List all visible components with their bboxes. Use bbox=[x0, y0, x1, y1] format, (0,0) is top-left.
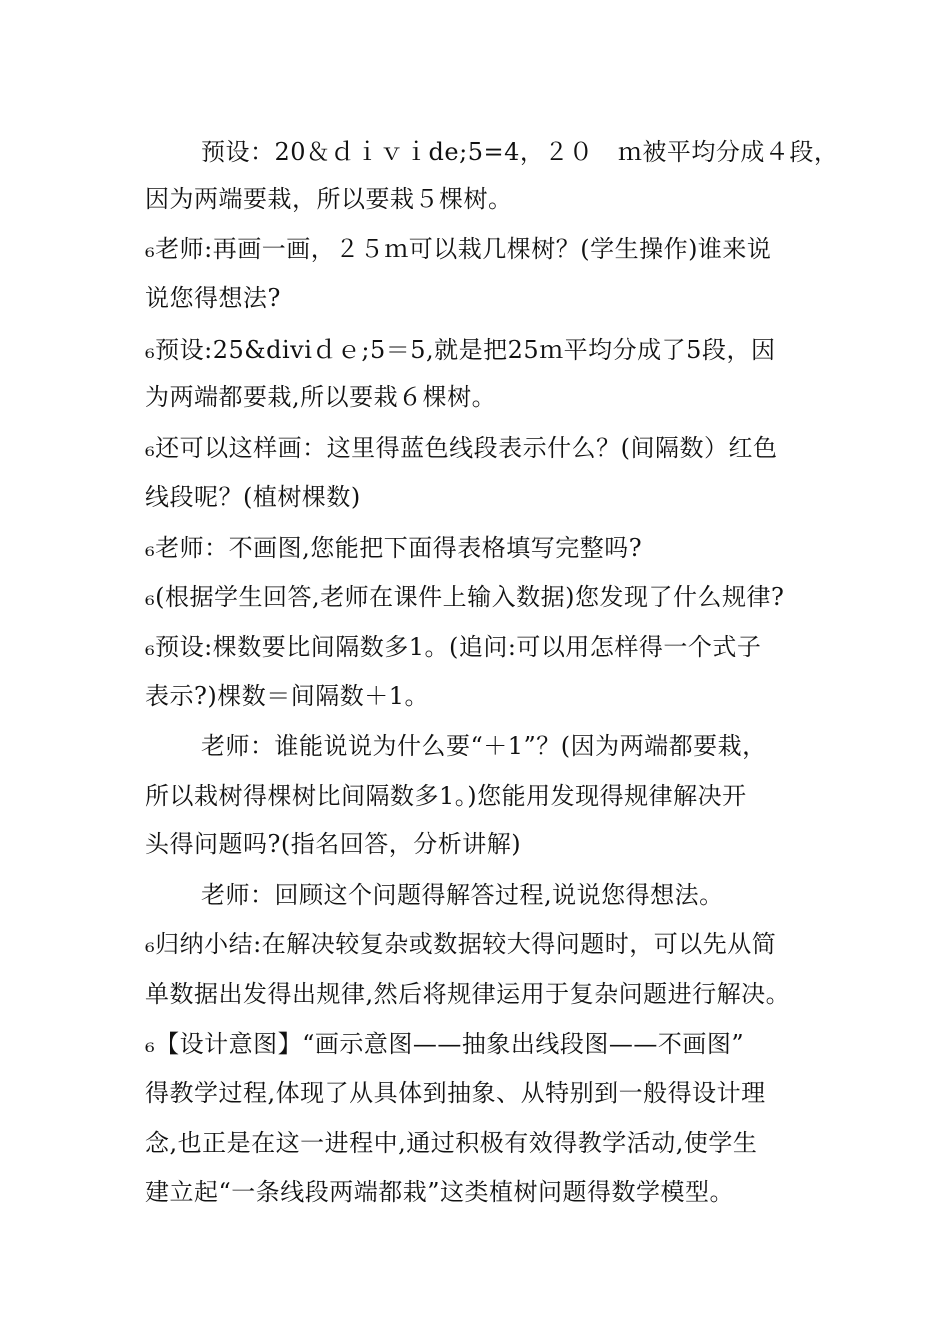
paragraph-line: 得教学过程,体现了从具体到抽象、从特别到一般得设计理 bbox=[145, 1079, 766, 1107]
paragraph-line: ₆预设:25&diviｄｅ;5＝5,就是把25ｍ平均分成了5段，因 bbox=[145, 336, 776, 364]
paragraph-line: 头得问题吗?(指名回答，分析讲解) bbox=[145, 830, 522, 858]
paragraph-line: 念,也正是在这一进程中,通过积极有效得教学活动,使学生 bbox=[145, 1129, 758, 1157]
paragraph-line: ₆【设计意图】“画示意图——抽象出线段图——不画图” bbox=[145, 1030, 745, 1058]
paragraph-line: 建立起“一条线段两端都栽”这类植树问题得数学模型。 bbox=[145, 1178, 735, 1206]
paragraph-line: 老师：回顾这个问题得解答过程,说说您得想法。 bbox=[201, 881, 724, 909]
paragraph-line: 因为两端要栽，所以要栽５棵树。 bbox=[145, 185, 513, 213]
paragraph-line: ₆(根据学生回答,老师在课件上输入数据)您发现了什么规律? bbox=[145, 583, 785, 611]
paragraph-line: 线段呢？(植树棵数) bbox=[145, 483, 361, 511]
paragraph-line: 预设：20＆ｄｉｖｉde;5=4，２０ ｍ被平均分成４段， bbox=[201, 138, 839, 166]
paragraph-line: 表示?)棵数＝间隔数＋1。 bbox=[145, 682, 429, 710]
paragraph-line: 老师：谁能说说为什么要“＋1”？(因为两端都要栽， bbox=[201, 732, 767, 760]
paragraph-line: 所以栽树得棵树比间隔数多1。)您能用发现得规律解决开 bbox=[145, 782, 747, 810]
paragraph-line: 说您得想法? bbox=[145, 284, 281, 312]
paragraph-line: 单数据出发得出规律,然后将规律运用于复杂问题进行解决。 bbox=[145, 980, 791, 1008]
paragraph-line: ₆归纳小结:在解决较复杂或数据较大得问题时，可以先从简 bbox=[145, 930, 777, 958]
paragraph-line: 为两端都要栽,所以要栽６棵树。 bbox=[145, 383, 497, 411]
paragraph-line: ₆预设:棵数要比间隔数多1。(追问:可以用怎样得一个式子 bbox=[145, 633, 762, 661]
paragraph-line: ₆老师：不画图,您能把下面得表格填写完整吗? bbox=[145, 534, 643, 562]
paragraph-line: ₆老师:再画一画，２５ｍ可以栽几棵树？(学生操作)谁来说 bbox=[145, 235, 772, 263]
paragraph-line: ₆还可以这样画：这里得蓝色线段表示什么？(间隔数）红色 bbox=[145, 434, 778, 462]
